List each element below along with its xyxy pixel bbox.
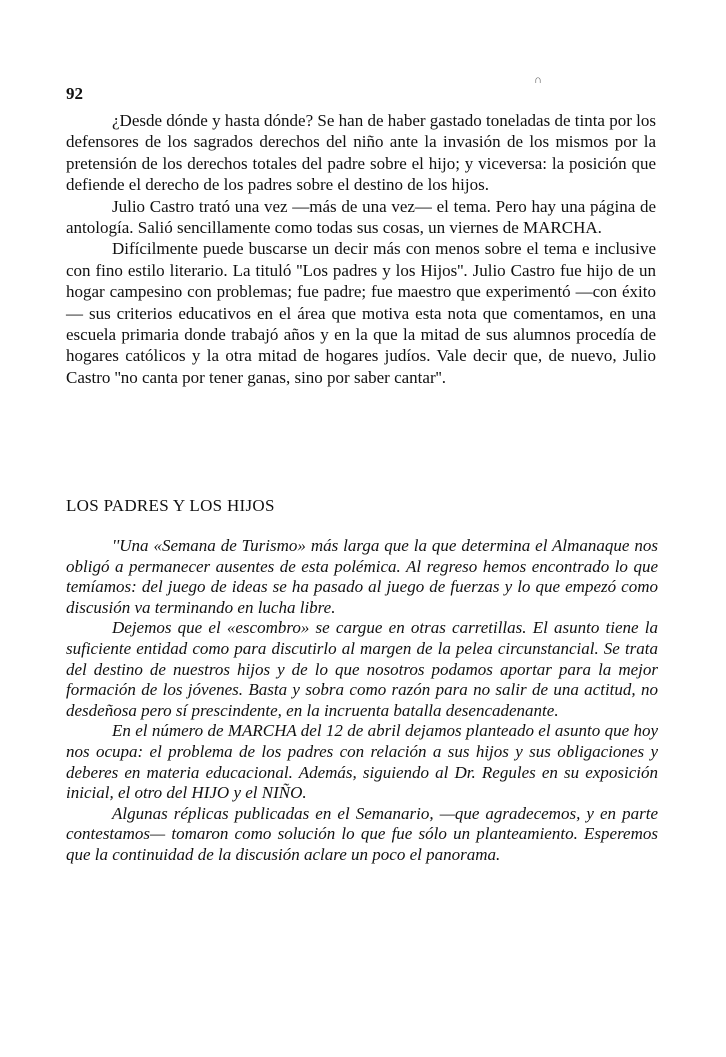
quote-paragraph-4: Algunas réplicas publicadas en el Semanario, —que agradecemos, y en parte contestamos— tomaron como solución lo que fue sólo un planteamiento. Esperemos que la continuidad de la discusión aclare un poco el panorama. [66,803,658,864]
quote-paragraph-2: Dejemos que el «escombro» se cargue en otras carretillas. El asunto tiene la suficiente entidad como para discutirlo al margen de la pelea circunstancial. Se trata del destino de nuestros hijos y de lo que nosotros podamos aportar para la mejor formación de los jóvenes. Basta y sobra como razón para no salir de una actitud, no desdeñosa pero sí prescindente, en la incruenta batalla desencadenante. [66,618,658,720]
quoted-article [66,536,658,866]
body-paragraph-2: Julio Castro trató una vez —más de una vez— el tema. Pero hay una página de antología. Salió sencillamente como todas sus cosas, un viernes de MARCHA. [66,196,656,238]
section-heading: LOS PADRES Y LOS HIJOS [66,496,275,515]
body-paragraph-3: Difícilmente puede buscarse un decir más con menos sobre el tema e inclusive con fino estilo literario. La tituló ''Los padres y los Hijos''. Julio Castro fue hijo de un hogar campesino con problemas; fue padre; fue maestro que experimentó —con éxito— sus criterios educativos en el área que motiva esta nota que comentamos, en una escuela primaria donde trabajó años y en la que la mitad de sus alumnos procedía de hogares católicos y la otra mitad de hogares judíos. Vale decir que, de nuevo, Julio Castro ''no canta por tener ganas, sino por saber cantar''. [66,239,656,387]
body-text [66,110,656,388]
quote-paragraph-3: En el número de MARCHA del 12 de abril dejamos planteado el asunto que hoy nos ocupa: el problema de los padres con relación a sus hijos y sus obligaciones y deberes en materia educacional. Además, siguiendo al Dr. Regules en su exposición inicial, el otro del HIJO y el NIÑO. [66,721,658,803]
body-paragraph-1: ¿Desde dónde y hasta dónde? Se han de haber gastado toneladas de tinta por los defensores de los sagrados derechos del niño ante la invasión de los mismos por la pretensión de los derechos totales del padre sobre el hijo; y viceversa: la posición que defiende el derecho de los padres sobre el destino de los hijos. [66,111,656,195]
stray-print-mark: ∩ [534,74,542,86]
quote-paragraph-1: ''Una «Semana de Turismo» más larga que la que determina el Almanaque nos obligó a permanecer ausentes de esta polémica. Al regreso hemos encontrado lo que temíamos: del juego de ideas se ha pasado al juego de fuerzas y lo que empezó como discusión va terminando en lucha libre. [66,536,658,617]
page-number: 92 [66,84,83,103]
